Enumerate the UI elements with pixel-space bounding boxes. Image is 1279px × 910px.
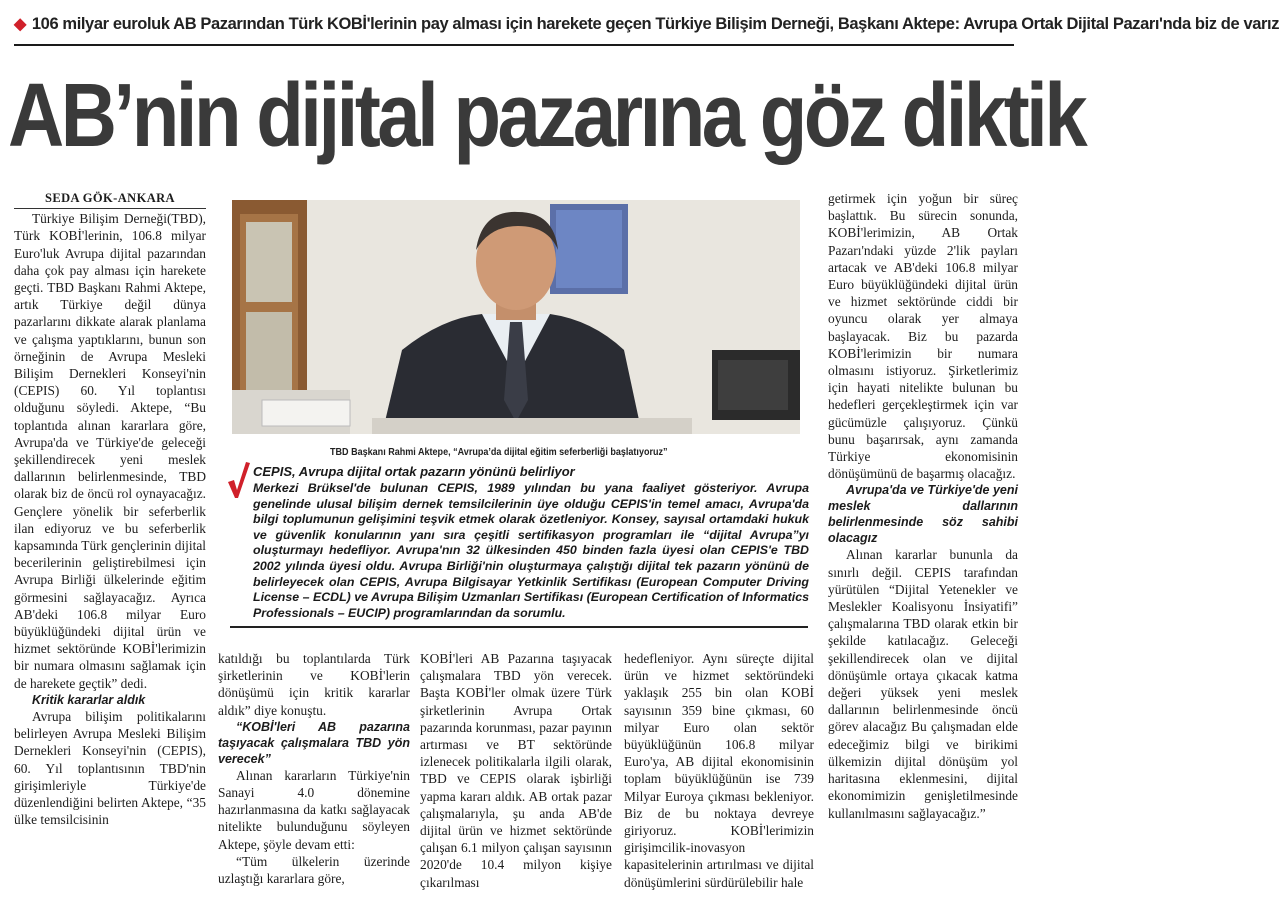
box-title: CEPIS, Avrupa dijital ortak pazarın yönünü belirliyor bbox=[253, 464, 575, 479]
paragraph: hedefleniyor. Aynı süreçte dijital ürün ve hizmet sektöründeki yaklaşık 255 bin olan KOBİ sayısının 359 bine çıkması, 60 milyar Euro olan sektör büyüklüğünün 106.8 milyar Euro'ya, AB dijital ekonomisinin toplam büyüklüğünün ise 739 Milyar Euroya çıkması bekleniyor. Biz de bu noktaya devreye giriyoruz. KOBİ'lerimizin girişimcilik-inovasyon kapasitelerinin artırılması ve dijital dönüşümlerini sürdürülebilir hale bbox=[624, 651, 814, 890]
paragraph: getirmek için yoğun bir süreç başlattık. Bu sürecin sonunda, KOBİ'lerimizin, AB Ortak Pazarı'ndaki yüzde 2'lik payları artacak ve AB'deki 106.8 milyar Euro büyüklüğündeki dijital ürün ve hizmet sektöründe ciddi bir oyuncu olarak yer almaya başlayacak. Biz bu pazarda KOBİ'lerimizin bir numara olmasını istiyoruz. Şirketlerimiz için hayati nitelikte bulunan bu hedefleri gerçekleştirmek için var gücümüzle çalışıyoruz. Çünkü bunu başarırsak, aynı zamanda Türkiye ekonomisinin dönüşümünü de başarmış olacağız. bbox=[828, 191, 1018, 482]
article-column-1 bbox=[14, 190, 206, 828]
headline: AB’nin dijital pazarına göz diktik bbox=[8, 66, 1085, 166]
photo-rahmi-aktepe bbox=[232, 200, 800, 434]
paragraph: Avrupa bilişim politikalarını belirleyen Avrupa Mesleki Bilişim Dernekleri Konseyi'nin (CEPIS), 60. Yıl toplantısının TBD'nin girişimleriyle Türkiye'de düzenlendiğini belirten Aktepe, “35 ülke temsilcisinin bbox=[14, 708, 206, 828]
checkmark-icon bbox=[226, 460, 250, 500]
paragraph: katıldığı bu toplantılarda Türk şirketlerinin ve KOBİ'lerin dönüşümü için kritik kararlar aldık” diye konuştu. bbox=[218, 651, 410, 718]
kicker-line bbox=[14, 14, 1279, 34]
top-rule bbox=[14, 44, 1014, 46]
paragraph: Türkiye Bilişim Derneği(TBD), Türk KOBİ'lerinin, 106.8 milyar Euro'luk Avrupa dijital pazarından daha çok pay alması için harekete geçti. TBD Başkanı Rahmi Aktepe, artık Türkiye değil dünya pazarlarını dikkate alarak planlama ve çalışma yaptıklarını, bunun son örneğinin de Avrupa Mesleki Bilişim Dernekleri Konseyi'nin (CEPIS) 60. Yıl toplantısı olduğunu söyledi. Aktepe, “Bu toplantıda alınan kararlara göre, Avrupa'da ve Türkiye'de geleceği şekillendirecek yeni meslek dallarının belirlenmesinde, TBD olarak biz de öncü rol oynayacağız. Gençlere yönelik bir seferberlik ilan ediyoruz ve bu seferberlik kapsamında Türk gençlerinin dijital becerilerinin geliştirebilmesi için Avrupa Birliği ülkelerinde eğitim görmesini sağlayacağız. Ayrıca AB'deki 106.8 milyar Euro büyüklüğündeki dijital ürün ve hizmet sektöründe KOBİ'lerimizin bir numara olmasını sağlamak için de harekete geçtik” dedi. bbox=[14, 211, 206, 691]
paragraph: KOBİ'leri AB Pazarına taşıyacak çalışmalara TBD yön verecek. Başta KOBİ'ler olmak üzere Türk şirketlerinin Avrupa Ortak pazarında korunması, pazar payının artırması ve BT sektöründe izlenecek politikalarla ilgili olarak, TBD ve CEPIS olarak işbirliği yapma kararı aldık. AB ortak pazar çalışmalarıyla, şu anda AB'de dijital ürün ve hizmet sektöründe çalışan 6.1 milyon çalışan sayısının 2020'de 10.4 milyon kişiye çıkarılması bbox=[420, 651, 612, 890]
box-bottom-rule bbox=[230, 626, 808, 628]
article-column-3 bbox=[420, 650, 612, 891]
box-text: Merkezi Brüksel'de bulunan CEPIS, 1989 yılından bu yana faaliyet gösteriyor. Avrupa genelinde ulusal bilişim dernek temsilcilerinin üye olduğu CEPIS'in temel amacı, Avrupa'da bilgi toplumunun gelişimini teşvik etmek olarak özetleniyor. Konsey, sayısal ortamdaki hukuk ve güvenlik konularının yanı sıra çeşitli sertifikasyon programları ile “dijital Avrupa”yı oluşturmayı hedefliyor. Avrupa'nın 32 ülkesinden 450 binden fazla üyesi olan CEPIS'e TBD 2002 yılında üyesi oldu. Avrupa Birliği'nin oluşturmaya çalıştığı dijital tek pazarın yönünü de belirleyecek olan CEPIS, Avrupa Bilgisayar Yetkinlik Sertifikası (European Computer Driving License – ECDL) ve Avrupa Bilişim Uzmanları Sertifikası (European Certification of Informatics Professionals – EUCIP) programlarından da sorumlu. bbox=[253, 481, 809, 620]
cepis-info-box bbox=[226, 458, 814, 630]
photo-caption: TBD Başkanı Rahmi Aktepe, “Avrupa’da dijital eğitim seferberliği başlatıyoruz” bbox=[330, 446, 668, 458]
paragraph: Alınan kararların Türkiye'nin Sanayi 4.0 dönemine hazırlanmasına da katkı sağlayacak nitelikte bulunduğunu söyleyen Aktepe, şöyle devam etti: bbox=[218, 767, 410, 852]
paragraph: Alınan kararlar bununla da sınırlı değil. CEPIS tarafından yürütülen “Dijital Yetenekler ve Meslekler Koalisyonu İnsiyatifi” çalışmalarına TBD olarak etkin bir şekilde katılacağız. Geleceği şekillendirecek olan ve dijital dönüşümle ortaya çıkacak katma değeri yüksek yeni meslek dallarının belirlenmesinde öncü görev alacağız Bu çalışmadan elde edeceğimiz bilgi ve birikimi ülkemizin dijital dönüşüm yol haritasına eklenmesini, dijital ekonomimizin genişletilmesinde kullanılmasını sağlayacağız.” bbox=[828, 547, 1018, 821]
article-column-4 bbox=[624, 650, 814, 891]
kicker-text: 106 milyar euroluk AB Pazarından Türk KOBİ'lerinin pay alması için harekete geçen Türkiye Bilişim Derneği, Başkanı Aktepe: Avrupa Ortak Dijital Pazarı'nda biz de varız bbox=[31, 15, 1279, 33]
article-column-2 bbox=[218, 650, 410, 887]
subheading: Kritik kararlar aldık bbox=[32, 692, 146, 707]
portrait-illustration bbox=[232, 200, 800, 434]
article-column-5 bbox=[828, 190, 1018, 822]
diamond-bullet-icon: ◆ bbox=[14, 16, 26, 33]
byline: SEDA GÖK-ANKARA bbox=[14, 190, 206, 209]
subheading: “KOBİ'leri AB pazarına taşıyacak çalışmalara TBD yön verecek” bbox=[218, 719, 410, 766]
subheading: Avrupa'da ve Türkiye'de yeni meslek dallarının belirlenmesinde söz sahibi olacagız bbox=[828, 483, 1018, 546]
paragraph: “Tüm ülkelerin üzerinde uzlaştığı kararlara göre, bbox=[218, 853, 410, 887]
